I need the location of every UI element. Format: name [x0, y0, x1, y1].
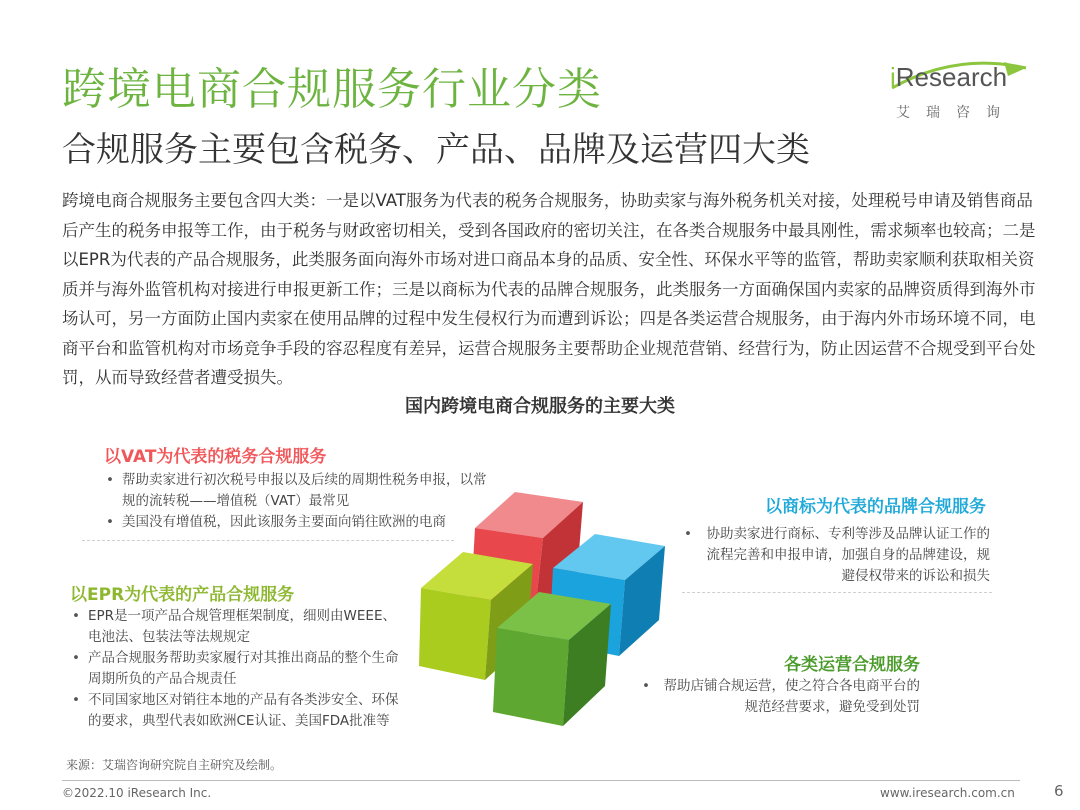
- list-item: • 不同国家地区对销往本地的产品有各类涉安全、环保的要求，典型代表如欧洲CE认证、美国FDA批准等: [70, 690, 406, 732]
- footer-divider: [62, 780, 1020, 781]
- logo-research: Research: [895, 62, 1008, 92]
- diagram-title: 国内跨境电商合规服务的主要大类: [405, 396, 675, 417]
- brand-category-title: 以商标为代表的品牌合规服务: [765, 497, 986, 517]
- list-item: • 协助卖家进行商标、专利等涉及品牌认证工作的流程完善和申报申请，加强自身的品牌建设，规避侵权带来的诉讼和损失: [700, 524, 990, 587]
- ops-category-title: 各类运营合规服务: [784, 655, 920, 675]
- iresearch-logo: [890, 58, 1030, 128]
- epr-bullet-list: [70, 606, 410, 732]
- vat-category-title: 以VAT为代表的税务合规服务: [104, 447, 327, 467]
- logo-chinese: 艾瑞咨询: [896, 105, 1016, 121]
- copyright-text: ©2022.10 iResearch Inc.: [62, 786, 212, 800]
- four-cubes-illustration: [415, 480, 675, 740]
- epr-category-title: 以EPR为代表的产品合规服务: [70, 585, 295, 605]
- page-title: 跨境电商合规服务行业分类: [62, 64, 602, 115]
- page-number: 6: [1054, 782, 1064, 800]
- logo-wordmark: [890, 62, 1007, 93]
- ops-bullet-list: [658, 676, 920, 718]
- brand-divider: [682, 592, 992, 593]
- brand-bullet-list: [700, 524, 990, 587]
- list-item: • EPR是一项产品合规管理框架制度，细则由WEEE、电池法、包装法等法规规定: [70, 606, 398, 648]
- vat-divider: [82, 540, 454, 541]
- logo-i: i: [890, 62, 896, 92]
- list-item: • 帮助卖家进行初次税号申报以及后续的周期性税务申报，以常规的流转税——增值税（VAT）最常见: [104, 470, 492, 512]
- intro-paragraph: 跨境电商合规服务主要包含四大类：一是以VAT服务为代表的税务合规服务，协助卖家与海外税务机关对接，处理税号申请及销售商品后产生的税务申报等工作，由于税务与财政密切相关，受到各国政府的密切关注，在各类合规服务中最具刚性，需求频率也较高；二是以EPR为代表的产品合规服务，此类服务面向海外市场对进口商品本身的品质、安全性、环保水平等的监管，帮助卖家顺利获取相关资质并与海外监管机构对接进行申报更新工作；三是以商标为代表的品牌合规服务，此类服务一方面确保国内卖家的品牌资质得到海外市场认可，另一方面防止国内卖家在使用品牌的过程中发生侵权行为而遭到诉讼；四是各类运营合规服务，由于海内外市场环境不同，电商平台和监管机构对市场竞争手段的容忍程度有差异，运营合规服务主要帮助企业规范营销、经营行为，防止因运营不合规受到平台处罚，从而导致经营者遭受损失。: [62, 191, 1036, 387]
- list-item: • 帮助店铺合规运营，使之符合各电商平台的规范经营要求，避免受到处罚: [658, 676, 920, 718]
- list-item: • 产品合规服务帮助卖家履行对其推出商品的整个生命周期所负的产品合规责任: [70, 648, 406, 690]
- website-link[interactable]: www.iresearch.com.cn: [880, 786, 1015, 800]
- page-subtitle: 合规服务主要包含税务、产品、品牌及运营四大类: [62, 130, 810, 170]
- source-note: 来源：艾瑞咨询研究院自主研究及绘制。: [66, 758, 283, 772]
- list-item: • 美国没有增值税，因此该服务主要面向销往欧洲的电商: [104, 512, 504, 533]
